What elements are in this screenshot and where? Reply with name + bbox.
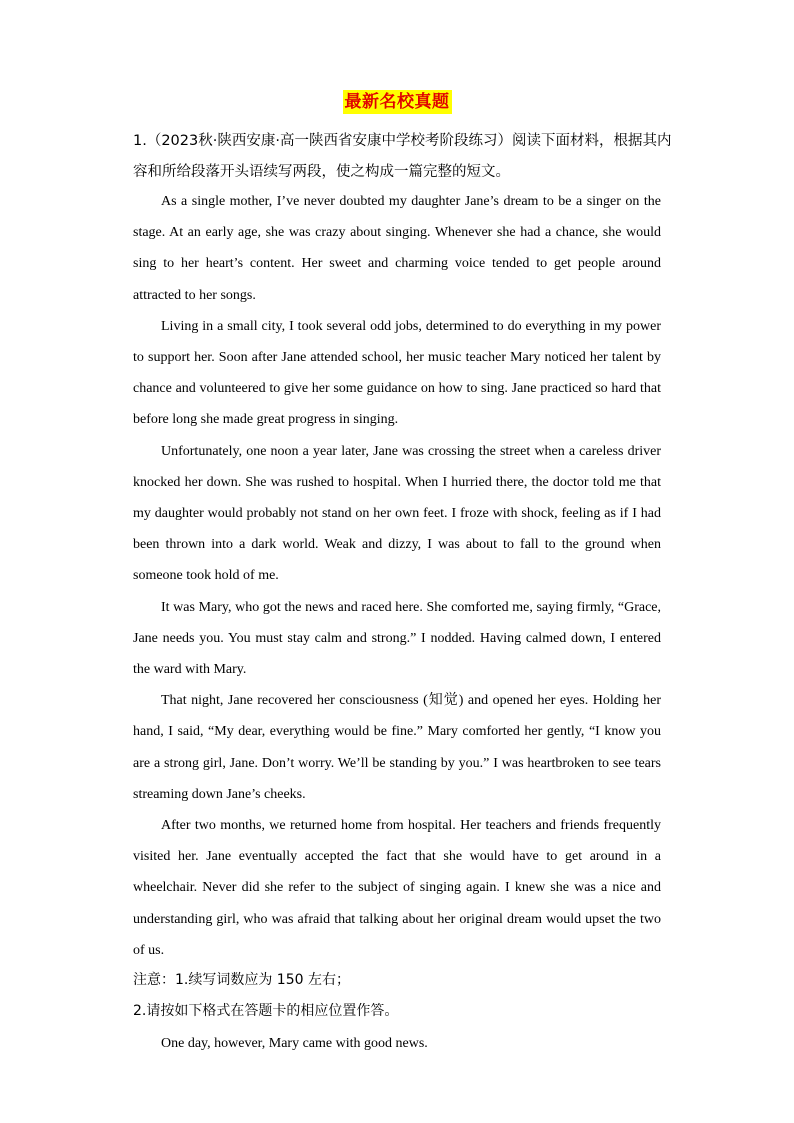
passage-paragraph-6: After two months, we returned home from hospital. Her teachers and friends frequently visited her. Jane eventually accepted the fact that she would have to get around in a wheelchair. Never did she refer to the subject of singing again. I knew she was a nice and understanding girl, who was afraid that talking about her original dream would upset the two of us. [133,818,661,958]
passage-paragraph-1: As a single mother, I’ve never doubted my daughter Jane’s dream to be a singer on the stage. At an early age, she was crazy about singing. Whenever she had a chance, she would sing to her heart’s content. Her sweet and charming voice tended to get people around attracted to her songs. [133,194,661,303]
note-format: 2.请按如下格式在答题卡的相应位置作答。 [133,1003,399,1019]
note-word-count: 注意：1.续写词数应为 150 左右； [133,972,350,988]
reading-passage [133,186,661,966]
continuation-lead-sentence: One day, however, Mary came with good news. [161,1036,428,1051]
page-title: 最新名校真题 [344,92,450,112]
passage-paragraph-2: Living in a small city, I took several odd jobs, determined to do everything in my power to support her. Soon after Jane attended school, her music teacher Mary noticed her talent by chance and volunteered to give her some guidance on how to sing. Jane practiced so hard that before long she made great progress in singing. [133,318,661,428]
title-container [0,90,794,114]
question-intro: 1.（2023秋·陕西安康·高一陕西省安康中学校考阶段练习）阅读下面材料，根据其内容和所给段落开头语续写两段，使之构成一篇完整的短文。 [133,133,672,180]
notes-section [133,965,673,1027]
passage-paragraph-5: That night, Jane recovered her consciousness (知觉) and opened her eyes. Holding her hand, I said, “My dear, everything would be fine.” Mary comforted her gently, “I know you are a strong girl, Jane. Don’t worry. We’ll be standing by you.” I was heartbroken to see tears streaming down Jane’s cheeks. [133,693,661,802]
passage-paragraph-3: Unfortunately, one noon a year later, Jane was crossing the street when a careless driver knocked her down. She was rushed to hospital. When I hurried there, the doctor told me that my daughter would probably not stand on her own feet. I froze with shock, feeling as if I had been thrown into a dark world. Weak and dizzy, I was about to fall to the ground when someone took hold of me. [133,443,661,584]
passage-paragraph-4: It was Mary, who got the news and raced here. She comforted me, saying firmly, “Grace, Jane needs you. You must stay calm and strong.” I nodded. Having calmed down, I entered the ward with Mary. [133,599,661,678]
